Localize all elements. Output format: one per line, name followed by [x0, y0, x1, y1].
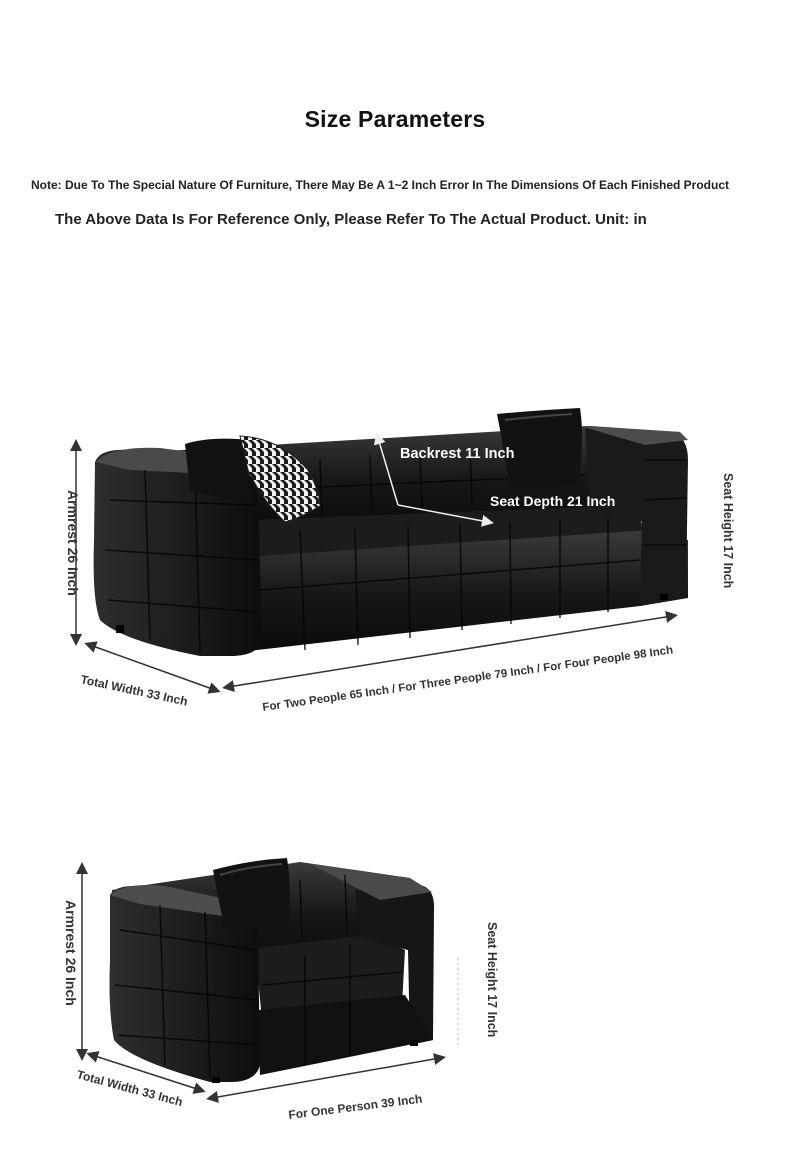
sofa-seat-depth-label: Seat Depth 21 Inch: [490, 493, 616, 509]
sofa-backrest-label: Backrest 11 Inch: [400, 446, 515, 462]
sofa-seat-height-label: Seat Height 17 Inch: [721, 473, 735, 589]
sofa-armrest-label: Armrest 26 Inch: [65, 490, 81, 596]
dimension-note: Note: Due To The Special Nature Of Furniture, There May Be A 1~2 Inch Error In The Dimensions Of Each Finished Product: [30, 178, 729, 192]
reference-note: The Above Data Is For Reference Only, Please Refer To The Actual Product. Unit: in: [55, 211, 647, 228]
sofa-illustration: [94, 408, 688, 656]
chair-illustration: [110, 858, 435, 1083]
sofa-total-width-label: Total Width 33 Inch: [79, 672, 189, 709]
chair-total-width-label: Total Width 33 Inch: [75, 1067, 185, 1110]
sofa-length-label: For Two People 65 Inch / For Three People 79 Inch / For Four People 98 Inch: [261, 644, 674, 714]
chair-length-label: For One Person 39 Inch: [287, 1091, 424, 1122]
page-title: Size Parameters: [304, 106, 486, 132]
chair-armrest-label: Armrest 26 Inch: [63, 900, 79, 1006]
chair-seat-height-label: Seat Height 17 Inch: [485, 922, 499, 1038]
